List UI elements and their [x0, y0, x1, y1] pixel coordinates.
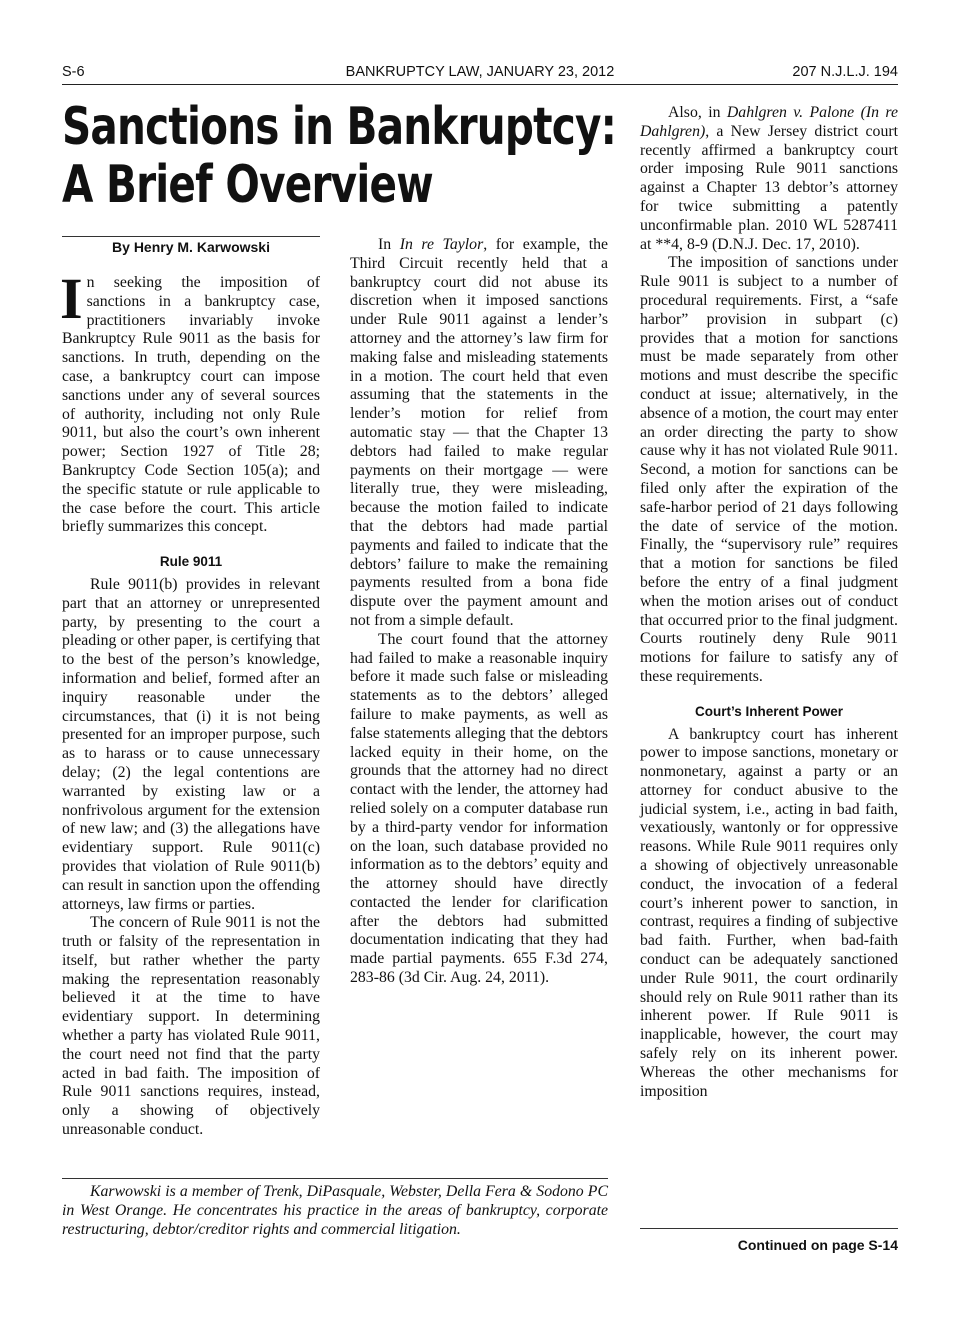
continued-link[interactable]: Continued on page S-14 [640, 1228, 898, 1253]
taylor-rest: , for example, the Third Circuit recently held that a bankruptcy court did not abuse its discretion when it imposed sanctions under Rule 9011 against a lender’s attorney and the attorney’s law firm for making false and misleading statements in a motion. The court held that even assuming that the statements in the lender’s motion for relief from automatic stay — that the Chapter 13 debtors had failed to make regular payments on their mortgage — were literally true, they were misleading, because the motion failed to indicate that the debtors had made partial payments and failed to indicate that the debtors’ failure to make the remaining payments resulted from a bona fide dispute over the payment amount and not from a simple default. [350, 236, 609, 629]
dahlgren-lead: Also, in [668, 104, 727, 121]
rule-9011-heading: Rule 9011 [159, 554, 223, 570]
byline: By Henry M. Karwowski [62, 236, 320, 255]
taylor-case-name: In re Taylor [399, 236, 484, 253]
rule-9011-paragraph-1: Rule 9011(b) provides in relevant part that an attorney or unrepresented party, by presenting to the court a pleading or other paper, is certifying that to the best of the person’s knowledge, information and belief, formed after an inquiry reasonable under the circumstances, that (i) it is not being presented for an improper purpose, such as to harass or to cause unnecessary delay; (2) the legal contentions are warranted by existing law or a nonfrivolous argument for the extension of new law; and (3) the allegations have evidentiary support. Rule 9011(c) provides that violation of Rule 9011(b) can result in sanction upon the offending attorneys, law firms or parties. [62, 575, 320, 913]
intro-paragraph [60, 266, 320, 537]
column-2 [350, 236, 608, 988]
taylor-paragraph-2: The court found that the attorney had failed to make a reasonable inquiry before it made such false or misleading statements as to the debtors’ alleged failure to make payments, as well as false statements alleging that the debtors lacked equity in their home, on the grounds that the attorney had no direct contact with the lender, the attorney had relied solely on a computer database run by a third-party vendor for information on the loan, such database provided no information as to the debtors’ equity and the attorney should have directly contacted the lender for clarification after the debtors had submitted documentation indicating that they had made partial payments. 655 F.3d 274, 283-86 (3d Cir. Aug. 24, 2011). [350, 630, 608, 987]
author-note: Karwowski is a member of Trenk, DiPasquale, Webster, Della Fera & Sodono PC in West Orange. He concentrates his practice in the areas of bankruptcy, corporate restructuring, debtor/creditor rights and commercial litigation. [62, 1178, 608, 1239]
drop-cap: I [60, 266, 83, 331]
taylor-paragraph-1 [350, 236, 608, 631]
title-line-1: Sanctions in Bankruptcy: [62, 97, 617, 157]
dahlgren-rest: , a New Jersey district court recently affirmed a bankruptcy court order imposing Rule 9011 sanctions against a Chapter 13 debtor’s attorney for twice submitting a patently unconfirmable plan. 2010 WL 5287411 at **4, 8-9 (D.N.J. Dec. 17, 2010). [640, 122, 898, 253]
column-1 [60, 266, 320, 1140]
article-title [62, 97, 617, 215]
dahlgren-case-name: Dahlgren v. Palone (In re Dahlgren) [640, 104, 898, 140]
page-number: S-6 [62, 64, 85, 80]
rule-9011-paragraph-2: The concern of Rule 9011 is not the truth or falsity of the representation in itself, but rather whether the party making the representation reasonably believed it at the time to have evidentiary support. In determining whether a party has violated Rule 9011, the court need not find that the party acted in bad faith. The imposition of Rule 9011 sanctions requires, instead, only a showing of objectively unreasonable conduct. [62, 914, 320, 1139]
taylor-lead: In [378, 236, 400, 253]
citation: 207 N.J.L.J. 194 [792, 64, 898, 80]
inherent-power-paragraph: A bankruptcy court has inherent power to impose sanctions, monetary or nonmonetary, against a party or an attorney for conduct abusive to the judicial system, i.e., acting in bad faith, vexatiously, wantonly or for oppressive reasons. While Rule 9011 requires only a showing of objectively unreasonable conduct, the invocation of a federal court’s inherent power to sanction, in contrast, requires a finding of subjective bad faith. Further, when bad-faith conduct can be adequately sanctioned under Rule 9011, the court ordinarily should rely on Rule 9011 rather than its inherent power. If Rule 9011 is inapplicable, however, the court may safely rely on its inherent power. Whereas the other mechanisms for imposition [640, 725, 898, 1100]
title-line-2: A Brief Overview [62, 155, 433, 215]
dahlgren-paragraph [640, 104, 898, 254]
intro-text: n seeking the imposition of sanctions in a bankruptcy case, practitioners invariably invoke Bankruptcy Rule 9011 as the basis for sanctions. In truth, depending on the case, a bankruptcy court can impose sanctions under any of several sources of authority, including not only Rule 9011, but also the court’s own inherent power; Section 1927 of Title 28; Bankruptcy Code Section 105(a); and the specific statute or rule applicable to the case before the court. This article briefly summarizes this concept. [62, 274, 320, 536]
page-header [62, 64, 898, 85]
procedural-paragraph: The imposition of sanctions under Rule 9011 is subject to a number of procedural requirements. First, a “safe harbor” provision in subpart (c) provides that a motion for sanctions must be made separately from other motions and must describe the specific conduct at issue; alternatively, in the absence of a motion, the court may enter an order directing the party to show cause why it has not violated Rule 9011. Second, a motion for sanctions can be filed only after the expiration of the safe-harbor period of 21 days following the date of service of the motion. Finally, the “supervisory rule” requires that a motion for sanctions be filed before the entry of a final judgment when the motion arises out of conduct that occurred prior to the final judgment. Courts routinely deny Rule 9011 motions for failure to satisfy any of these requirements. [640, 254, 898, 685]
column-3 [640, 104, 898, 1101]
inherent-power-heading: Court’s Inherent Power [694, 703, 844, 719]
publication-line: BANKRUPTCY LAW, JANUARY 23, 2012 [345, 64, 615, 80]
